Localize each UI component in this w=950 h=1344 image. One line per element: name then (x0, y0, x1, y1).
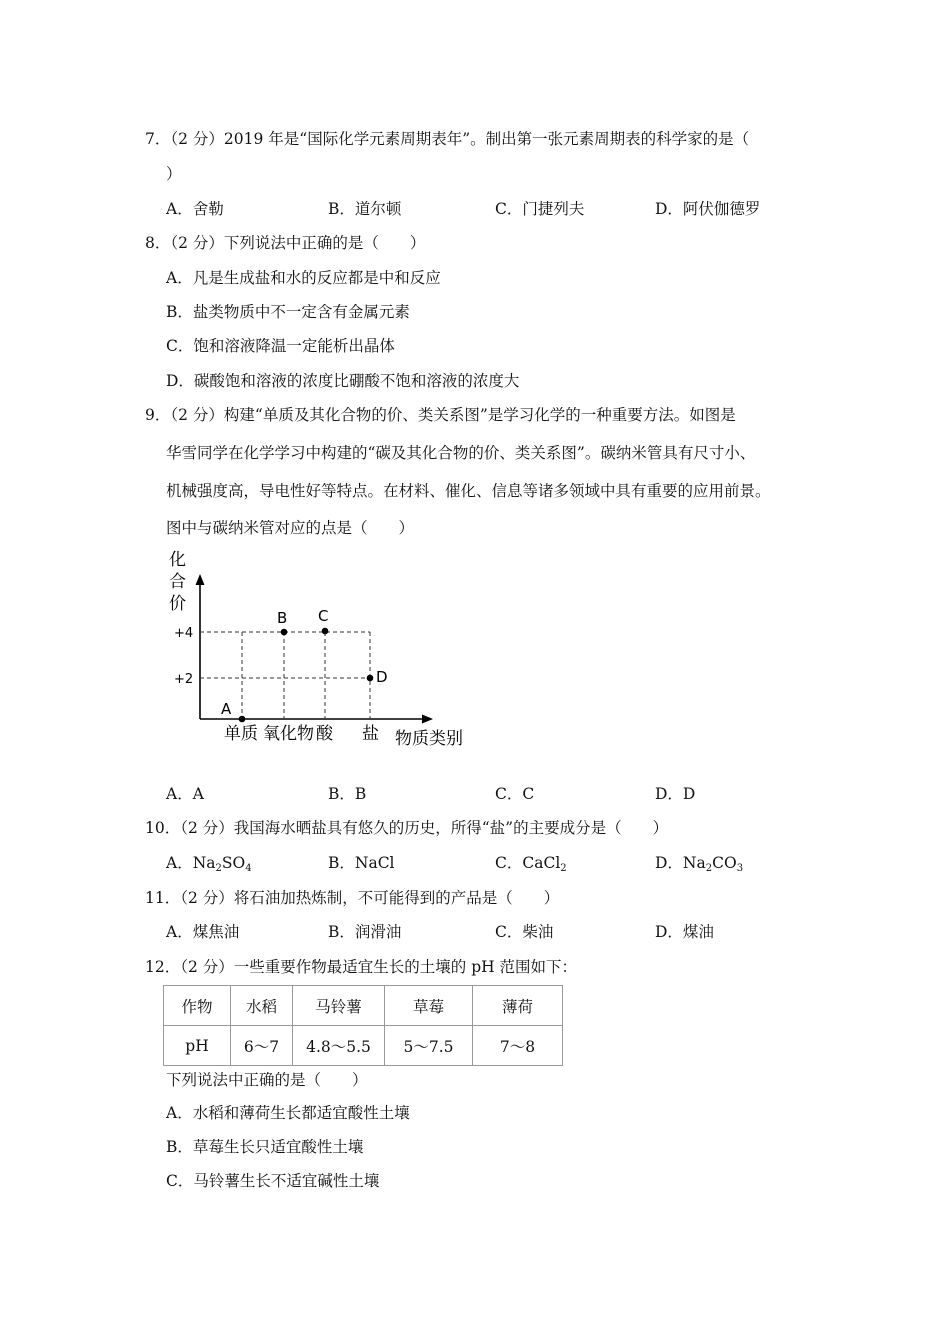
q12-option-b: B．草莓生长只适宜酸性土壤 (166, 1138, 364, 1156)
q11-option-b: B．润滑油 (328, 923, 402, 941)
q8-option-a: A．凡是生成盐和水的反应都是中和反应 (166, 269, 441, 287)
table-cell: 薄荷 (473, 986, 563, 1026)
y-tick-plus4: +4 (174, 626, 194, 641)
q7-stem-line2: ） (166, 165, 182, 183)
point-a (239, 716, 246, 723)
point-c-label: C (318, 607, 329, 625)
table-row (164, 986, 563, 1026)
category-label-oxide: 氧化物 (263, 724, 314, 744)
q9-option-b: B．B (328, 785, 367, 803)
q11-stem: 11．（2 分）将石油加热炼制，不可能得到的产品是（ ） (145, 889, 560, 907)
q7-stem-line1: 7．（2 分）2019 年是“国际化学元素周期表年”。制出第一张元素周期表的科学家的是（ (145, 130, 750, 148)
q12-option-a: A．水稻和薄荷生长都适宜酸性土壤 (166, 1104, 410, 1122)
table-cell: 马铃薯 (293, 986, 385, 1026)
table-cell: 水稻 (231, 986, 293, 1026)
point-c (322, 628, 329, 635)
table-cell: 草莓 (385, 986, 473, 1026)
x-axis-label: 物质类别 (395, 729, 463, 749)
valence-category-diagram (160, 545, 480, 755)
ph-table (163, 985, 563, 1066)
q8-option-d: D．碳酸饱和溶液的浓度比硼酸不饱和溶液的浓度大 (166, 372, 520, 390)
q8-option-b: B．盐类物质中不一定含有金属元素 (166, 303, 410, 321)
q7-option-c: C．门捷列夫 (495, 200, 585, 218)
point-a-label: A (221, 700, 232, 718)
q9-option-c: C．C (495, 785, 535, 803)
q11-option-c: C．柴油 (495, 923, 554, 941)
q10-option-c: C．CaCl$_2$ (495, 854, 567, 874)
q7-option-b: B．道尔顿 (328, 200, 402, 218)
table-row (164, 1026, 563, 1066)
q7-option-a: A．舍勒 (166, 200, 224, 218)
q7-option-d: D．阿伏伽德罗 (655, 200, 761, 218)
q10-stem: 10．（2 分）我国海水晒盐具有悠久的历史，所得“盐”的主要成分是（ ） (145, 819, 669, 837)
y-axis-label-2: 合 (169, 572, 186, 592)
q12-stem: 12．（2 分）一些重要作物最适宜生长的土壤的 pH 范围如下： (145, 958, 578, 976)
q11-option-d: D．煤油 (655, 923, 714, 941)
table-cell: 6～7 (231, 1026, 293, 1066)
table-cell: 作物 (164, 986, 231, 1026)
q9-stem-line4: 图中与碳纳米管对应的点是（ ） (166, 519, 415, 537)
q8-option-c: C．饱和溶液降温一定能析出晶体 (166, 337, 395, 355)
table-cell: 4.8～5.5 (293, 1026, 385, 1066)
q9-stem-line2: 华雪同学在化学学习中构建的“碳及其化合物的价、类关系图”。碳纳米管具有尺寸小、 (166, 444, 756, 462)
q9-option-a: A．A (166, 785, 204, 803)
y-tick-plus2: +2 (174, 672, 194, 687)
point-b-label: B (277, 609, 288, 627)
q9-option-d: D．D (655, 785, 696, 803)
table-cell: 5～7.5 (385, 1026, 473, 1066)
q12-question: 下列说法中正确的是（ ） (166, 1071, 368, 1089)
category-label-acid: 酸 (316, 724, 333, 744)
y-axis-label-3: 价 (169, 594, 186, 614)
q12-option-c: C．马铃薯生长不适宜碱性土壤 (166, 1172, 380, 1190)
q9-stem-line3: 机械强度高，导电性好等特点。在材料、催化、信息等诸多领域中具有重要的应用前景。 (166, 482, 771, 500)
category-label-elemental: 单质 (224, 724, 258, 744)
point-d (367, 675, 374, 682)
q11-option-a: A．煤焦油 (166, 923, 240, 941)
point-b (281, 629, 288, 636)
y-axis-label-1: 化 (169, 550, 186, 570)
table-cell: 7～8 (473, 1026, 563, 1066)
q10-option-d: D．$Na_2CO_3$ (655, 854, 744, 874)
point-d-label: D (376, 668, 388, 686)
x-axis-arrow (422, 715, 433, 724)
table-cell: pH (164, 1026, 231, 1066)
q10-option-a: A．$Na_2SO_4$ (166, 854, 252, 874)
y-axis-arrow (196, 574, 205, 585)
q8-stem: 8．（2 分）下列说法中正确的是（ ） (145, 234, 426, 252)
category-label-salt: 盐 (362, 724, 379, 744)
q10-option-b: B．NaCl (328, 854, 395, 872)
q9-stem-line1: 9．（2 分）构建“单质及其化合物的价、类关系图”是学习化学的一种重要方法。如图是 (145, 406, 736, 424)
